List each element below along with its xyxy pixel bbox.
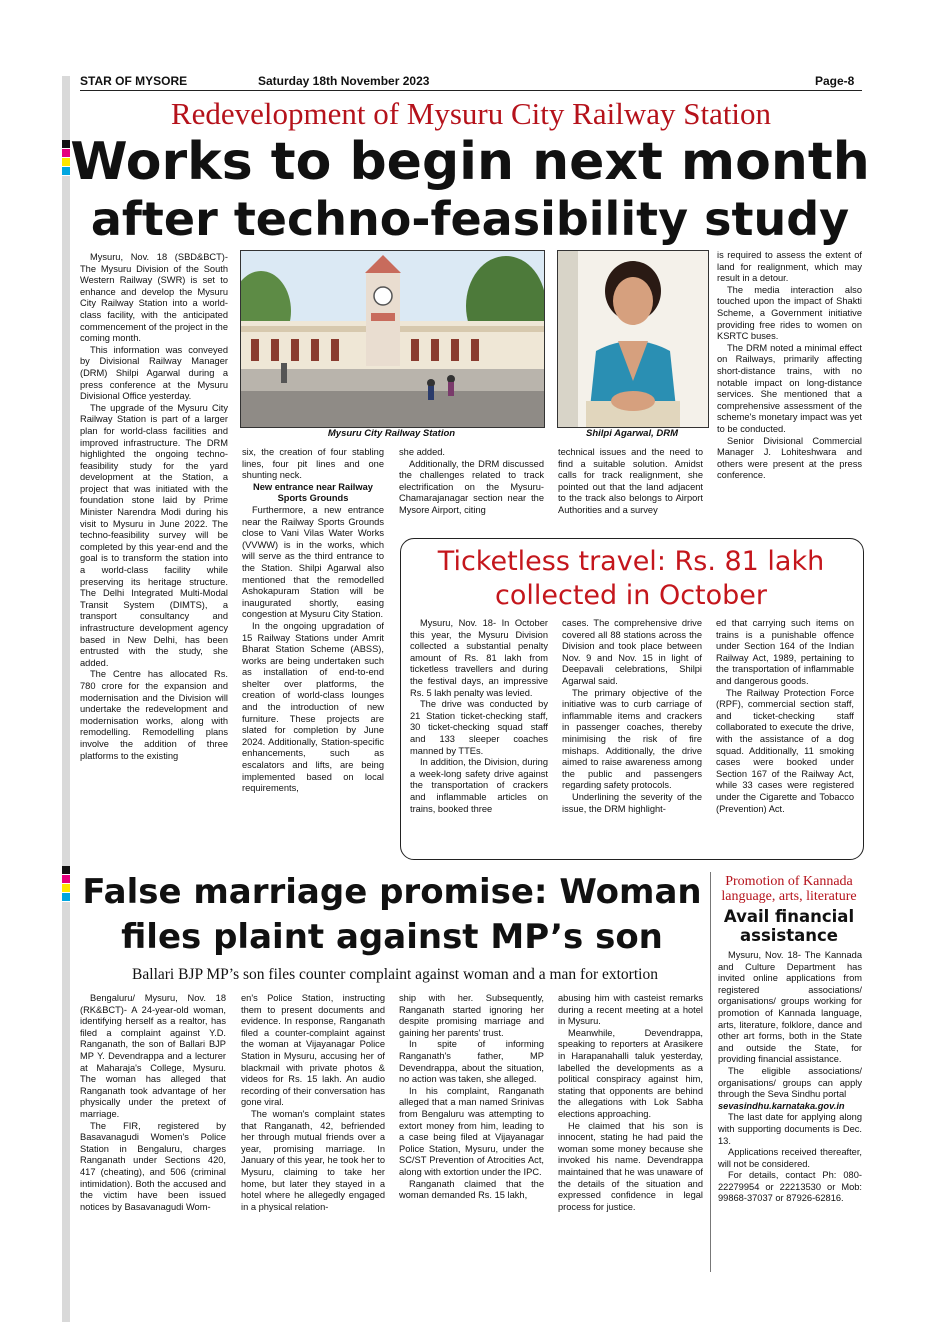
paragraph: Underlining the severity of the issue, the DRM highlight- [562,791,702,814]
paragraph: Additionally, the DRM discussed the challenges related to track electrification on the Mysuru-Chamarajanagar section near the Mysore Airport, citing [399,458,544,515]
paragraph: The media interaction also touched upon the impact of Shakti Scheme, a Government initiative providing free rides to women on KSRTC buses. [717,284,862,342]
color-mark-black [62,140,70,148]
paragraph: Meanwhile, Devendrappa, speaking to reporters at Arasikere in Harapanahalli taluk yesterday, labelled the developments as a political conspiracy against him, stating that opponents are behind the allegations with Lok Sabha elections approaching. [558,1027,703,1119]
paragraph: ed that carrying such items on trains is a punishable offence under Section 164 of the Indian Railway Act, 1989, pertaining to the transportation of inflammable and dangerous goods. [716,618,854,686]
paragraph: Ranganath claimed that the woman demanded Rs. 15 lakh, [399,1178,544,1201]
photo2-caption: Shilpi Agarwal, DRM [585,428,679,439]
color-mark-magenta [62,149,70,157]
story4-column [718,950,862,1205]
story2-headline-line1: Ticketless travel: Rs. 81 lakh [437,546,825,577]
story1-column-2 [242,447,384,795]
story1-column-4 [558,447,703,517]
paragraph: is required to assess the extent of land for realignment, which may result in a detour. [717,250,862,284]
column-divider [710,872,711,1272]
paragraph: In addition, the Division, during a week-long safety drive against the transportation of crackers and inflammable articles on trains, booked three [410,757,548,814]
story4-headline: Avail financial assistance [723,907,855,945]
paragraph: In his complaint, Ranganath alleged that a man named Srinivas from Bengaluru was attempting to extort money from him, leading to a case being filed at Vijayanagar Police Station, Mysuru, under the SC/ST Prevention of Atrocities Act, along with extortion under the IPC. [399,1085,544,1177]
header-rule [80,90,862,91]
drm-portrait-photo [557,250,709,428]
paragraph: abusing him with casteist remarks during a recent meeting at a hotel in Mysuru. [558,993,703,1027]
paragraph: In the ongoing upgradation of 15 Railway Stations under Amrit Bharat Station Scheme (ABSS), works are being undertaken such as installation of end-to-end shelter over platforms, the creation of world-class lounges and the introduction of new furniture. These projects are slated for completion by June 2024. Additionally, Station-specific enhancements, such as escalators and lifts, are being implemented based on local requirements, [242,620,384,794]
story1-column-5 [717,250,862,482]
margin-bar [62,902,70,1322]
paragraph: she added. [399,447,446,457]
paragraph: This information was conveyed by Divisional Railway Manager (DRM) Shilpi Agarwal during a press conference at the Mysuru Divisional Office yesterday. [80,344,228,402]
margin-bar [62,76,70,140]
paragraph: cases. The comprehensive drive covered all 88 stations across the Division and took place between Nov. 9 and Nov. 15 in light of Deepavali celebrations, Shilpi Agarwal said. [562,618,702,686]
story3-column-1 [80,993,226,1213]
story2-column-3 [716,618,854,815]
paragraph: The primary objective of the initiative was to curb carriage of inflammable items and crackers in passenger coaches, thereby minimising the risk of fire mishaps. Additionally, the drive aimed to raise awareness among the public and passengers regarding safety protocols. [562,687,702,791]
paragraph: The eligible associations/ organisations/ groups can apply through the Seva Sindhu portal [718,1065,862,1100]
issue-date: Saturday 18th November 2023 [258,74,430,88]
paragraph: ship with her. Subsequently, Ranganath started ignoring her despite promising marriage and gaining her parents' trust. [399,993,544,1038]
paragraph: In spite of informing Ranganath's father, MP Devendrappa, about the situation, no action was taken, she alleged. [399,1039,544,1085]
railway-station-photo [240,250,545,428]
paragraph: en's Police Station, instructing them to present documents and evidence. In response, Ranganath filed a counter-complaint against the woman at Vijayanagar Police Station in Mysuru, accusing her of blackmail with private photos & videos for Rs. 15 lakh. An audio recording of their conversation has gone viral. [241,993,385,1108]
paragraph: The woman's complaint states that Ranganath, 42, befriended her through mutual friends over a year, promising marriage. In January of this year, he took her to Mysuru, claiming to take her home, but later they stayed in a hotel where he allegedly engaged in a physical relation- [241,1108,385,1212]
railway-station-illustration [241,251,544,427]
story3-column-4 [558,993,703,1213]
website-link[interactable]: sevasindhu.karnataka.gov.in [718,1100,845,1111]
story2-column-1 [410,618,548,815]
story3-headline-line2: files plaint against MP’s son [121,917,663,957]
margin-bar [62,176,70,866]
paragraph: The upgrade of the Mysuru City Railway Station is part of a larger plan for world-class facilities and improved infrastructure. The DRM highlighted the ongoing techno-feasibility study for the yard development at the Station, a project that was initiated with the foundation stone laid by Prime Minister Narendra Modi during his visit to Mysuru in June 2022. The techno-feasibility survey will be completed by this year-end and the goal is to transform the station into a world-class facility while preserving its heritage structure. The Delhi Integrated Multi-Modal Transit System (DIMTS), a transport consultancy and infrastructure development agency based in New Delhi, has been entrusted with the study, she added. [80,402,228,668]
paragraph: Applications received thereafter, will not be considered. [718,1147,862,1169]
subheading: New entrance near Railway Sports Grounds [253,481,373,504]
story1-column-3 [399,447,544,517]
paragraph: The DRM noted a minimal effect on Railways, primarily affecting short-distance trains, with no notable impact on long-distance services. She mentioned that a comprehensive assessment of the scheme's monetary impact was yet to be conducted. [717,342,862,434]
story3-column-2 [241,993,385,1213]
story2-headline-line2: collected in October [495,580,767,611]
paragraph: Mysuru, Nov. 18 (SBD&BCT)- The Mysuru Division of the South Western Railway (SWR) is set to enhance and develop the Mysuru City Railway Station into a world-class facility, with the anticipated commencement of the project in the coming month. [80,252,228,344]
paragraph: For details, contact Ph: 080-22279954 or 22213530 or Mob: 99868-37037 or 87926-62816. [718,1170,862,1204]
color-mark-cyan [62,893,70,901]
story3-headline-line1: False marriage promise: Woman [82,872,702,912]
story3-column-3 [399,993,544,1202]
paragraph: The FIR, registered by Basavanagudi Women's Police Station in Bengaluru, charges Ranganath under Sections 420, 417 (cheating), and 506 (criminal intimidation). Both the accused and the victim have been issued notices by Basavanagudi Wom- [80,1120,226,1212]
paragraph: The Railway Protection Force (RPF), commercial section staff, and ticket-checking staff collaborated to execute the drive, with the assistance of a dog squad. Additionally, 11 smoking cases were booked under Section 167 of the Railway Act, while 33 cases were registered under the Cigarette and Tobacco (Prevention) Act. [716,687,854,814]
portrait-illustration [558,251,708,427]
paragraph: Mysuru, Nov. 18- In October this year, the Mysuru Division collected a substantial penalty amount of Rs. 81 lakh from ticketless travellers and during the festival days, an impressive Rs. 5 lakh penalty was levied. [410,618,548,698]
story2-column-2 [562,618,702,815]
color-mark-cyan [62,167,70,175]
story1-headline-line1: Works to begin next month [70,132,870,192]
paragraph: Senior Divisional Commercial Manager J. Lohiteshwara and others were present at the press conference. [717,435,862,481]
paragraph: The drive was conducted by 21 Station ticket-checking staff, 30 ticket-checking squad staff and 133 sleeper coaches manned by TTEs. [410,699,548,756]
color-mark-magenta [62,875,70,883]
paragraph: The Centre has allocated Rs. 780 crore for the expansion and modernisation and the Division will undertake the redevelopment and modernisation works, along with remodelling. Remodelling plans involve the addition of three platforms to the existing [80,669,228,761]
story3-deck: Ballari BJP MP’s son files counter complaint against woman and a man for extortion [132,966,658,983]
color-mark-yellow [62,884,70,892]
paragraph: Bengaluru/ Mysuru, Nov. 18 (RK&BCT)- A 24-year-old woman, identifying herself as a realtor, has filed a complaint against Y.D. Ranganath, the son of Ballari BJP MP Y. Devendrappa and a lecturer at Maharaja's College, Mysuru. The woman has alleged that Ranganath took advantage of her physically under the pretext of marriage. [80,993,226,1119]
paper-name: STAR OF MYSORE [80,74,188,88]
story1-kicker: Redevelopment of Mysuru City Railway Station [170,96,772,131]
story1-column-1 [80,252,228,762]
story4-kicker: Promotion of Kannada language, arts, literature [721,874,857,904]
photo1-caption: Mysuru City Railway Station [327,428,456,439]
paragraph: Mysuru, Nov. 18- The Kannada and Culture Department has invited online applications from registered associations/ organisations/ groups working for promotion of Kannada language, arts, literature, folklore, dance and other art forms, both in the State and outside the State, for providing financial assistance. [718,950,862,1065]
paragraph: He claimed that his son is innocent, stating he had paid the woman some money because she invoked his name. Devendrappa maintained that he was unaware of the details of the situation and expressed confidence in legal process for justice. [558,1120,703,1212]
paragraph: Furthermore, a new entrance near the Railway Sports Grounds close to Vani Vilas Water Works (VVWW) is in the works, which will serve as the third entrance to the Station. Shilpi Agarwal also mentioned that the remodelled Ashokapuram Station will be inaugurated shortly, easing congestion at Mysuru City Station. [242,504,384,620]
page-number: Page-8 [815,74,855,88]
paragraph: six, the creation of four stabling lines, four pit lines and one shunting neck. [242,447,384,481]
color-mark-black [62,866,70,874]
story1-headline-line2: after techno-feasibility study [90,192,850,246]
paragraph: The last date for applying along with supporting documents is Dec. 13. [718,1112,862,1146]
paragraph: technical issues and the need to find a suitable solution. Amidst calls for track realignment, she pointed out that the land adjacent to the track also belongs to Airport Authorities and a survey [558,447,703,515]
color-mark-yellow [62,158,70,166]
